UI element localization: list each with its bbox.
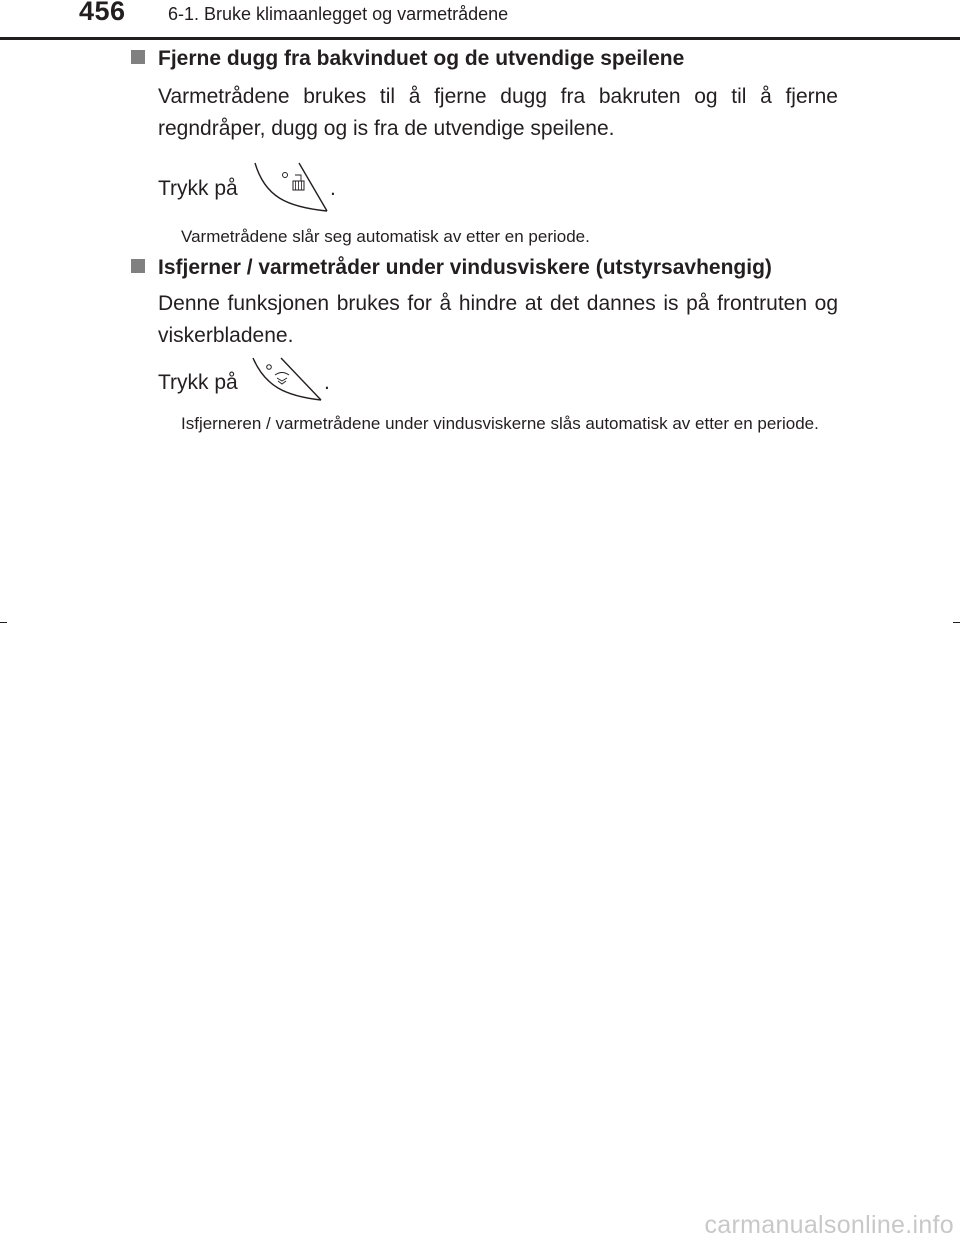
header-divider (0, 37, 960, 40)
press-instruction-deicer (158, 367, 330, 399)
watermark-text: carmanualsonline.info (704, 1211, 954, 1239)
page-number: 456 (79, 0, 126, 26)
press-suffix: . (330, 177, 336, 200)
section-body-defog: Varmetrådene brukes til å fjerne dugg fra bakruten og til å fjerne regndråper, dugg og is fra de utvendige speilene. (158, 85, 838, 140)
rear-defogger-button-icon (251, 161, 329, 215)
crop-mark-right (953, 622, 960, 623)
section-heading-text: Fjerne dugg fra bakvinduet og de utvendige speilene (158, 47, 685, 70)
windshield-wiper-deicer-button-icon (251, 356, 323, 402)
section-heading-deicer (131, 256, 851, 280)
section-body-deicer: Denne funksjonen brukes for å hindre at det dannes is på frontruten og viskerbladene. (158, 292, 838, 347)
crop-mark-left (0, 622, 7, 623)
press-instruction-defog (158, 173, 336, 205)
section-note-deicer: Isfjerneren / varmetrådene under vindusviskerne slås automatisk av etter en periode. (181, 414, 819, 433)
square-bullet-icon (131, 259, 145, 273)
press-label: Trykk på (158, 177, 238, 200)
section-heading-text: Isfjerner / varmetråder under vindusviskere (utstyrsavhengig) (158, 256, 772, 279)
press-suffix: . (324, 371, 330, 394)
press-label: Trykk på (158, 371, 238, 394)
square-bullet-icon (131, 50, 145, 64)
section-note-defog: Varmetrådene slår seg automatisk av etter en periode. (181, 227, 590, 246)
page-header-title: 6-1. Bruke klimaanlegget og varmetrådene (168, 4, 509, 24)
section-heading-defog (131, 47, 851, 71)
